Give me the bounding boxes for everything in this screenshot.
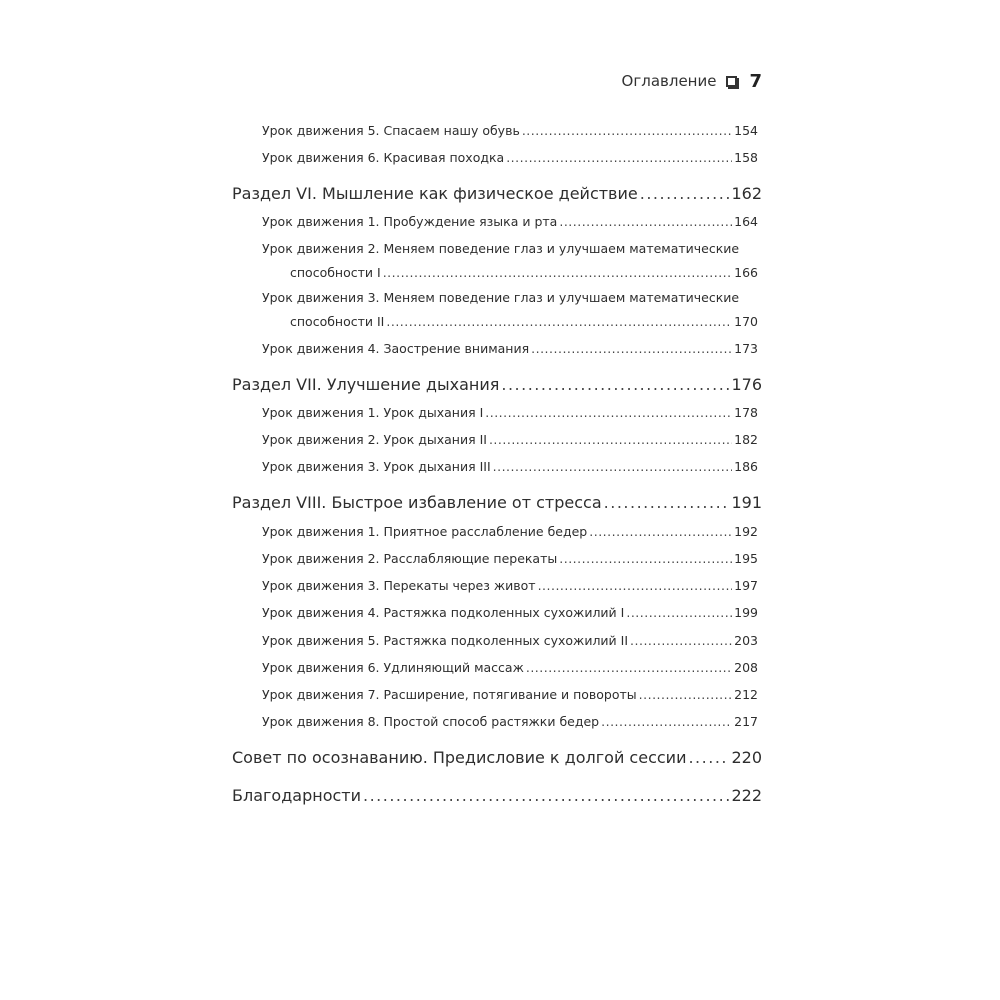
dot-leader	[538, 577, 733, 595]
dot-leader	[506, 149, 732, 167]
dot-leader	[639, 686, 732, 704]
toc-entry-page: 195	[734, 551, 758, 566]
toc-entry-label: Урок движения 7. Расширение, потягивание и повороты	[262, 687, 637, 702]
dot-leader	[526, 659, 732, 677]
toc-lesson-entry[interactable]	[262, 404, 758, 422]
toc-section-entry[interactable]	[232, 785, 762, 807]
toc-entry-label: Урок движения 5. Спасаем нашу обувь	[262, 123, 520, 138]
dot-leader	[363, 785, 729, 807]
toc-entry-label-continuation: способности I	[290, 265, 381, 280]
dot-leader	[559, 550, 732, 568]
dot-leader	[485, 404, 732, 422]
toc-lesson-entry[interactable]	[262, 213, 758, 231]
toc-lesson-entry[interactable]	[262, 431, 758, 449]
toc-entry-label: Урок движения 1. Приятное расслабление бедер	[262, 524, 588, 539]
toc-section-entry[interactable]	[232, 747, 762, 769]
toc-entry-label-continuation: способности II	[290, 314, 385, 329]
toc-entry-label: Урок движения 1. Урок дыхания I	[262, 405, 484, 420]
toc-section-title: Раздел VI. Мышление как физическое действие	[232, 184, 638, 203]
running-head-title: Оглавление	[621, 72, 717, 90]
toc-lesson-entry[interactable]	[262, 550, 758, 568]
dot-leader	[601, 713, 732, 731]
toc-lesson-entry[interactable]	[262, 340, 758, 358]
toc-entry-page: 192	[734, 524, 758, 539]
toc-section-title: Совет по осознаванию. Предисловие к долгой сессии	[232, 748, 687, 767]
toc-lesson-entry[interactable]	[262, 686, 758, 704]
toc-section-title: Благодарности	[232, 786, 361, 805]
toc-lesson-entry[interactable]	[262, 149, 758, 167]
toc-entry-label: Урок движения 2. Меняем поведение глаз и улучшаем математические	[262, 241, 740, 256]
dot-leader	[630, 632, 732, 650]
toc-entry-label: Урок движения 4. Растяжка подколенных сухожилий I	[262, 605, 625, 620]
toc-section-entry[interactable]	[232, 374, 762, 396]
toc-section-entry[interactable]	[232, 183, 762, 205]
dot-leader	[386, 313, 732, 331]
toc-section-entry[interactable]	[232, 492, 762, 514]
toc-lesson-entry[interactable]	[262, 577, 758, 595]
toc-entry-page: 162	[731, 184, 762, 203]
page-number: 7	[749, 70, 762, 92]
toc-entry-page: 220	[731, 748, 762, 767]
toc-entry-page: 212	[734, 687, 758, 702]
toc-entry-label: Урок движения 2. Урок дыхания II	[262, 432, 487, 447]
toc-entry-label: Урок движения 3. Меняем поведение глаз и улучшаем математические	[262, 290, 740, 305]
dot-leader	[589, 523, 732, 541]
toc-entry-label: Урок движения 2. Расслабляющие перекаты	[262, 551, 558, 566]
toc-entry-label: Урок движения 3. Урок дыхания III	[262, 459, 491, 474]
running-head	[560, 69, 762, 93]
toc-entry-label: Урок движения 3. Перекаты через живот	[262, 578, 536, 593]
toc-entry-page: 186	[734, 459, 758, 474]
toc-entry-page: 176	[731, 375, 762, 394]
toc-entry-page: 217	[734, 714, 758, 729]
toc-entry-label: Урок движения 6. Удлиняющий массаж	[262, 660, 524, 675]
toc-entry-page: 170	[734, 314, 758, 329]
toc-lesson-entry[interactable]	[262, 604, 758, 622]
toc-lesson-entry[interactable]	[262, 632, 758, 650]
toc-lesson-entry[interactable]	[262, 659, 758, 677]
toc-lesson-entry[interactable]	[262, 240, 758, 282]
dot-leader	[640, 183, 730, 205]
toc-entry-page: 222	[731, 786, 762, 805]
dot-leader	[493, 458, 733, 476]
toc-entry-page: 208	[734, 660, 758, 675]
toc-entry-page: 158	[734, 150, 758, 165]
dot-leader	[559, 213, 732, 231]
square-bullet-icon	[726, 76, 737, 87]
toc-lesson-entry[interactable]	[262, 122, 758, 140]
toc-entry-page: 203	[734, 633, 758, 648]
dot-leader	[501, 374, 729, 396]
toc-entry-page: 191	[731, 493, 762, 512]
toc-lesson-entry[interactable]	[262, 289, 758, 331]
toc-entry-label: Урок движения 4. Заострение внимания	[262, 341, 530, 356]
toc-lesson-entry[interactable]	[262, 713, 758, 731]
toc-section-title: Раздел VII. Улучшение дыхания	[232, 375, 500, 394]
toc-lesson-entry[interactable]	[262, 458, 758, 476]
toc-entry-label: Урок движения 6. Красивая походка	[262, 150, 505, 165]
toc-entry-page: 182	[734, 432, 758, 447]
dot-leader	[604, 492, 730, 514]
toc-entry-page: 199	[734, 605, 758, 620]
dot-leader	[522, 122, 732, 140]
dot-leader	[626, 604, 732, 622]
dot-leader	[531, 340, 732, 358]
toc-entry-label: Урок движения 5. Растяжка подколенных сухожилий II	[262, 633, 629, 648]
toc-entry-page: 173	[734, 341, 758, 356]
toc-entry-label: Урок движения 1. Пробуждение языка и рта	[262, 214, 558, 229]
toc-entry-page: 197	[734, 578, 758, 593]
dot-leader	[383, 264, 732, 282]
toc-entry-label: Урок движения 8. Простой способ растяжки бедер	[262, 714, 600, 729]
toc-entry-page: 178	[734, 405, 758, 420]
dot-leader	[489, 431, 732, 449]
dot-leader	[688, 747, 729, 769]
toc-entry-page: 154	[734, 123, 758, 138]
toc-entry-page: 164	[734, 214, 758, 229]
toc-entry-page: 166	[734, 265, 758, 280]
toc-section-title: Раздел VIII. Быстрое избавление от стресса	[232, 493, 602, 512]
toc-lesson-entry[interactable]	[262, 523, 758, 541]
